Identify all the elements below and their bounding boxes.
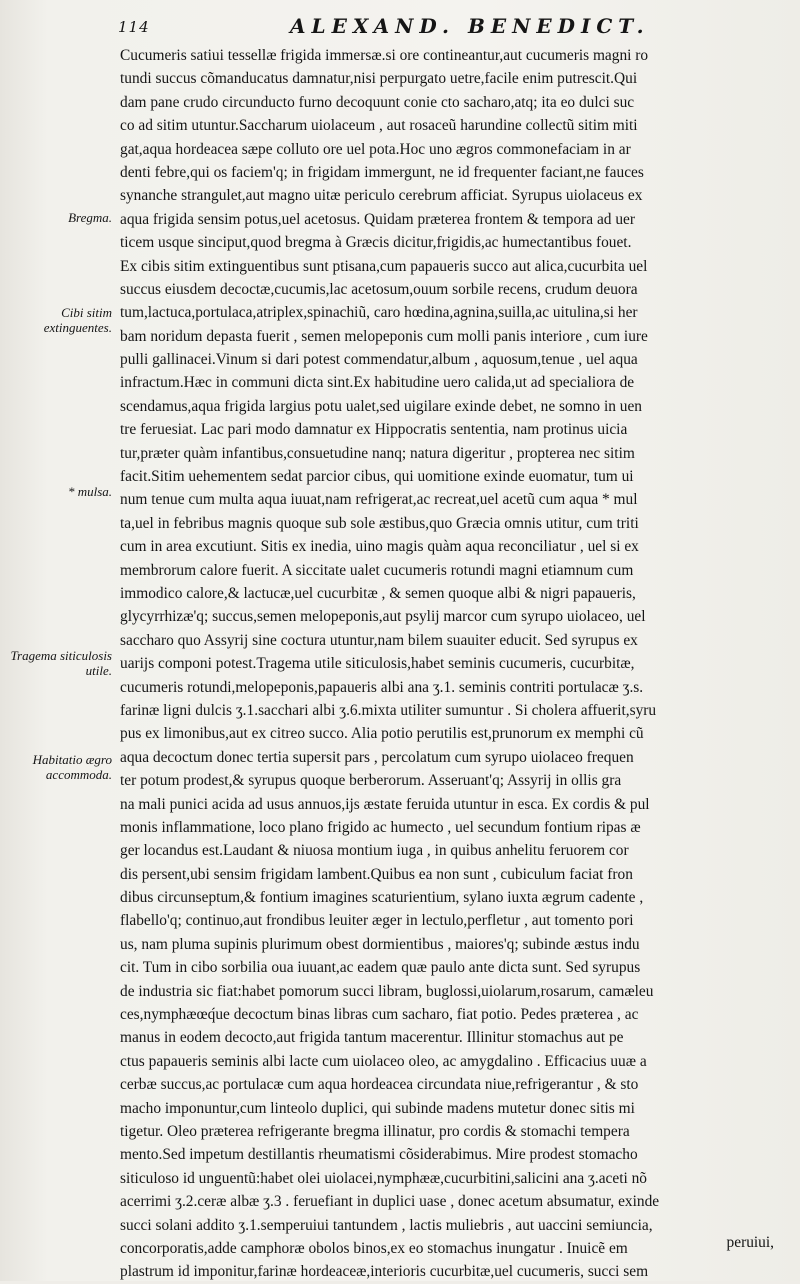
catchword: peruiui, bbox=[726, 1234, 774, 1251]
text-line: tundi succus cõmanducatus damnatur,nisi perpurgato uetre,facile enim putrescit.Qui bbox=[120, 70, 638, 88]
text-line: siticuloso id unguentũ:habet olei uiolacei,nymphææ,cucurbitini,salicini ana ʒ.aceti nõ bbox=[120, 1169, 648, 1187]
text-line: Ex cibis sitim extinguentibus sunt ptisana,cum papaueris succo aut alica,cucurbita uel bbox=[120, 257, 648, 275]
text-line: tre feruesiat. Lac pari modo damnatur ex Hippocratis sententia, nam protinus uicia bbox=[120, 421, 628, 439]
margin-note-bregma: Bregma. bbox=[68, 210, 112, 225]
margin-note-tragema: Tragema siticulosis utile. bbox=[10, 648, 112, 678]
text-line: de industria sic fiat:habet pomorum succi libram, buglossi,uiolarum,rosarum, camæleu bbox=[120, 982, 654, 1000]
text-line: saccharo quo Assyrij sine coctura utuntur,nam bilem suauiter educit. Sed syrupus ex bbox=[120, 631, 638, 649]
text-line: ces,nymphæœq́ue decoctum binas libras cum sacharo, fiat potio. Pedes præterea , ac bbox=[120, 1006, 639, 1024]
text-line: membrorum calore fuerit. A siccitate ualet cucumeris rotundi magni etiamnum cum bbox=[120, 561, 634, 579]
text-line: ger locandus est.Laudant & niuosa montium iuga , in quibus anhelitu feruorem cor bbox=[120, 842, 629, 860]
text-line: aqua decoctum donec tertia supersit pars , percolatum cum syrupo uiolaceo frequen bbox=[120, 748, 634, 766]
text-line: ctus papaueris seminis albi lacte cum uiolaceo oleo, ac amygdalino . Efficacius uuæ a bbox=[120, 1052, 647, 1070]
text-line: pus ex limonibus,aut ex citreo succo. Alia potio perutilis est,prunorum ex memphi cũ bbox=[120, 725, 644, 743]
text-line: gat,aqua hordeacea sæpe colluto ore uel pota.Hoc uno ægros commonefaciam in ar bbox=[120, 140, 631, 158]
text-line: tum,lactuca,portulaca,atriplex,spinachiũ, caro hœdina,agnina,suilla,ac uitulina,si her bbox=[120, 304, 638, 322]
text-line: dibus circunseptum,& fontium imagines scaturientium, sylano iuxta ægrum cadente , bbox=[120, 889, 644, 907]
text-line: denti febre,qui os faciem'q; in frigidam immergunt, ne id frequenter faciant,ne fauces bbox=[120, 163, 644, 181]
body-text bbox=[120, 44, 782, 1284]
text-line: scendamus,aqua frigida largius potu ualet,sed uigilare exinde debet, ne somno in uen bbox=[120, 397, 642, 415]
running-head: ALEXAND. BENEDICT. bbox=[290, 14, 650, 38]
text-line: synanche strangulet,aut magno uitæ periculo cerebrum afficiat. Syrupus uiolaceus ex bbox=[120, 187, 643, 205]
text-line: succus eiusdem decoctæ,cucumis,lac acetosum,ouum sorbile recens, crudum deuora bbox=[120, 280, 638, 298]
text-line: num tenue cum multa aqua iuuat,nam refrigerat,ac recreat,uel acetũ cum aqua * mul bbox=[120, 491, 638, 509]
text-line: tur,præter quàm infantibus,consuetudine nanq; natura digeritur , propterea nec sitim bbox=[120, 444, 635, 462]
text-line: uarijs componi potest.Tragema utile siticulosis,habet seminis cucumeris, cucurbitæ, bbox=[120, 655, 635, 673]
margin-note-cibi: Cibi sitim extinguentes. bbox=[43, 305, 112, 335]
text-line: us, nam pluma supinis plurimum obest dormientibus , maiores'q; subinde æstus indu bbox=[120, 935, 640, 953]
text-line: succi solani addito ʒ.1.semperuiui tantundem , lactis muliebris , aut uaccini semiuncia, bbox=[120, 1216, 653, 1234]
text-line: glycyrrhizæ'q; succus,semen melopeponis,aut psylij marcor cum syrupo uiolaceo, uel bbox=[120, 608, 646, 626]
text-line: facit.Sitim uehementem sedat parcior cibus, qui uomitione exinde euomatur, tum ui bbox=[120, 468, 634, 486]
text-line: monis inflammatione, loco plano frigido ac humecto , uel secundum fontium ripas æ bbox=[120, 818, 641, 836]
text-line: bam noridum depasta fuerit , semen melopeponis cum molli panis interiore , cum iure bbox=[120, 327, 648, 345]
text-line: aqua frigida sensim potus,uel acetosus. Quidam præterea frontem & tempora ad uer bbox=[120, 210, 636, 228]
text-line: ta,uel in febribus magnis quoque sub sole æstibus,quo Græcia omnis utitur, cum triti bbox=[120, 514, 639, 532]
text-line: tigetur. Oleo præterea refrigerante bregma illinatur, pro cordis & stomachi tempera bbox=[120, 1122, 630, 1140]
text-line: cerbæ succus,ac portulacæ cum aqua hordeacea circundata niue,refrigerantur , & sto bbox=[120, 1076, 639, 1094]
text-line: ter potum prodest,& syrupus quoque berberorum. Asseruant'q; Assyrij in ollis gra bbox=[120, 772, 622, 790]
text-line: flabello'q; continuo,aut frondibus leuiter æger in lectulo,perfletur , aut tomento pori bbox=[120, 912, 634, 930]
text-line: na mali punici acida ad usus annuos,ijs æstate feruida utuntur in esca. Ex cordis & pul bbox=[120, 795, 650, 813]
margin-note-habitatio: Habitatio ægro accommoda. bbox=[32, 752, 112, 782]
text-line: ticem usque sinciput,quod bregma à Græcis dicitur,frigidis,ac humectantibus fouet. bbox=[120, 234, 632, 252]
text-line: pulli gallinacei.Vinum si dari potest commendatur,album , aquosum,tenue , uel aqua bbox=[120, 351, 638, 369]
text-line: farinæ ligni dulcis ʒ.1.sacchari albi ʒ.6.mixta utiliter sumuntur . Si cholera affuerit,syru bbox=[120, 701, 657, 719]
text-line: co ad sitim utuntur.Saccharum uiolaceum , aut rosaceũ harundine collectũ sitim miti bbox=[120, 117, 638, 135]
text-line: macho imponuntur,cum linteolo duplici, qui subinde madens mutetur donec sitis mi bbox=[120, 1099, 635, 1117]
text-line: concorporatis,adde camphoræ obolos binos,ex eo stomachus inungatur . Inuicẽ em bbox=[120, 1239, 628, 1257]
text-line: acerrimi ʒ.2.ceræ albæ ʒ.3 . feruefiant in duplici uase , donec acetum absumatur, exinde bbox=[120, 1193, 660, 1211]
text-line: manus in eodem decocto,aut frigida tantum macerentur. Illinitur stomachus aut pe bbox=[120, 1029, 624, 1047]
text-line: mento.Sed impetum destillantis rheumatismi cõsiderabimus. Mire prodest stomacho bbox=[120, 1146, 638, 1164]
text-line: cum in area excutiunt. Sitis ex inedia, uino magis quàm aqua reconciliatur , uel si ex bbox=[120, 538, 639, 556]
text-line: immodico calore,& lactucæ,uel cucurbitæ , & semen quoque albi & nigri papaueris, bbox=[120, 584, 636, 602]
text-line: Cucumeris satiui tessellæ frigida immersæ.si ore contineantur,aut cucumeris magni ro bbox=[120, 47, 649, 64]
margin-note-mulsa: * mulsa. bbox=[67, 484, 112, 499]
text-line: plastrum id imponitur,farinæ hordeaceæ,interioris cucurbitæ,uel cucumeris, succi sem bbox=[120, 1263, 649, 1281]
text-line: cit. Tum in cibo sorbilia oua iuuant,ac eadem quæ paulo ante dicta sunt. Sed syrupus bbox=[120, 959, 641, 977]
text-line: dis persent,ubi sensim frigidam lambent.Quibus ea non sunt , cubiculum faciat fron bbox=[120, 865, 633, 883]
text-line: dam pane crudo circunducto furno decoquunt conie cto sacharo,atq; ita eo dulci suc bbox=[120, 93, 635, 111]
text-line: infractum.Hæc in communi dicta sint.Ex habitudine uero calida,ut ad specialiora de bbox=[120, 374, 635, 392]
text-line: cucumeris rotundi,melopeponis,papaueris albi ana ʒ.1. seminis contriti portulacæ ʒ.s. bbox=[120, 678, 644, 696]
page-number: 114 bbox=[118, 18, 150, 36]
